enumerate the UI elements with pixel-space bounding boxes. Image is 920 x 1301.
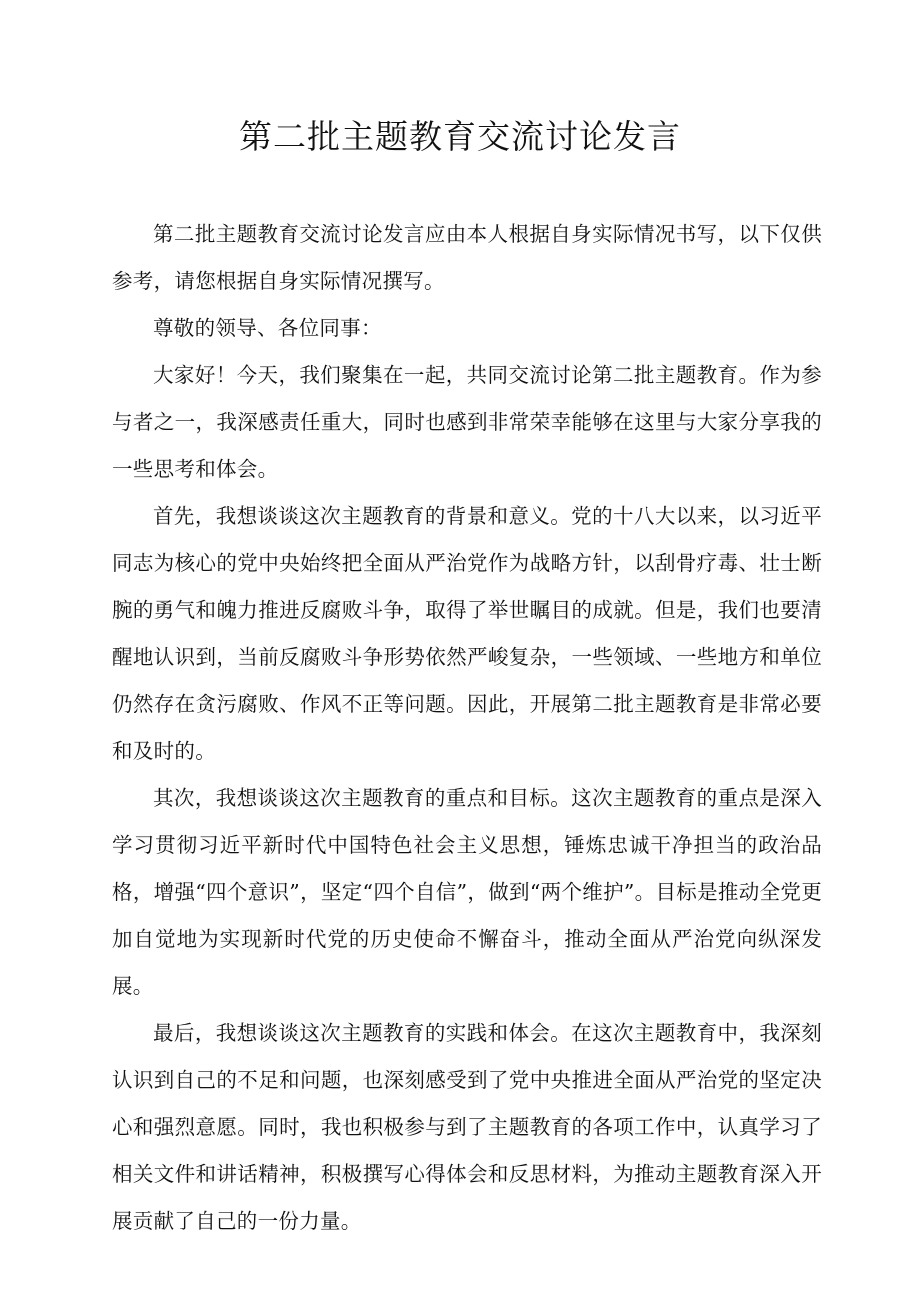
- document-title: 第二批主题教育交流讨论发言: [239, 117, 681, 156]
- document-body: [112, 211, 822, 1245]
- intro-paragraph: 第二批主题教育交流讨论发言应由本人根据自身实际情况书写，以下仅供参考，请您根据自身实际情况撰写。: [112, 222, 822, 293]
- focus-paragraph: 其次，我想谈谈这次主题教育的重点和目标。这次主题教育的重点是深入学习贯彻习近平新时代中国特色社会主义思想，锤炼忠诚干净担当的政治品格，增强“四个意识”，坚定“四个自信”，做到“两个维护”。目标是推动全党更加自觉地为实现新时代党的历史使命不懈奋斗，推动全面从严治党向纵深发展。: [112, 786, 822, 998]
- salutation-paragraph: 尊敬的领导、各位同事：: [153, 316, 382, 340]
- greeting-paragraph: 大家好！今天，我们聚集在一起，共同交流讨论第二批主题教育。作为参与者之一，我深感责任重大，同时也感到非常荣幸能够在这里与大家分享我的一些思考和体会。: [112, 363, 822, 481]
- practice-paragraph: 最后，我想谈谈这次主题教育的实践和体会。在这次主题教育中，我深刻认识到自己的不足和问题，也深刻感受到了党中央推进全面从严治党的坚定决心和强烈意愿。同时，我也积极参与到了主题教育的各项工作中，认真学习了相关文件和讲话精神，积极撰写心得体会和反思材料，为推动主题教育深入开展贡献了自己的一份力量。: [112, 1021, 822, 1233]
- background-paragraph: 首先，我想谈谈这次主题教育的背景和意义。党的十八大以来，以习近平同志为核心的党中央始终把全面从严治党作为战略方针，以刮骨疗毒、壮士断腕的勇气和魄力推进反腐败斗争，取得了举世瞩目的成就。但是，我们也要清醒地认识到，当前反腐败斗争形势依然严峻复杂，一些领域、一些地方和单位仍然存在贪污腐败、作风不正等问题。因此，开展第二批主题教育是非常必要和及时的。: [112, 504, 822, 763]
